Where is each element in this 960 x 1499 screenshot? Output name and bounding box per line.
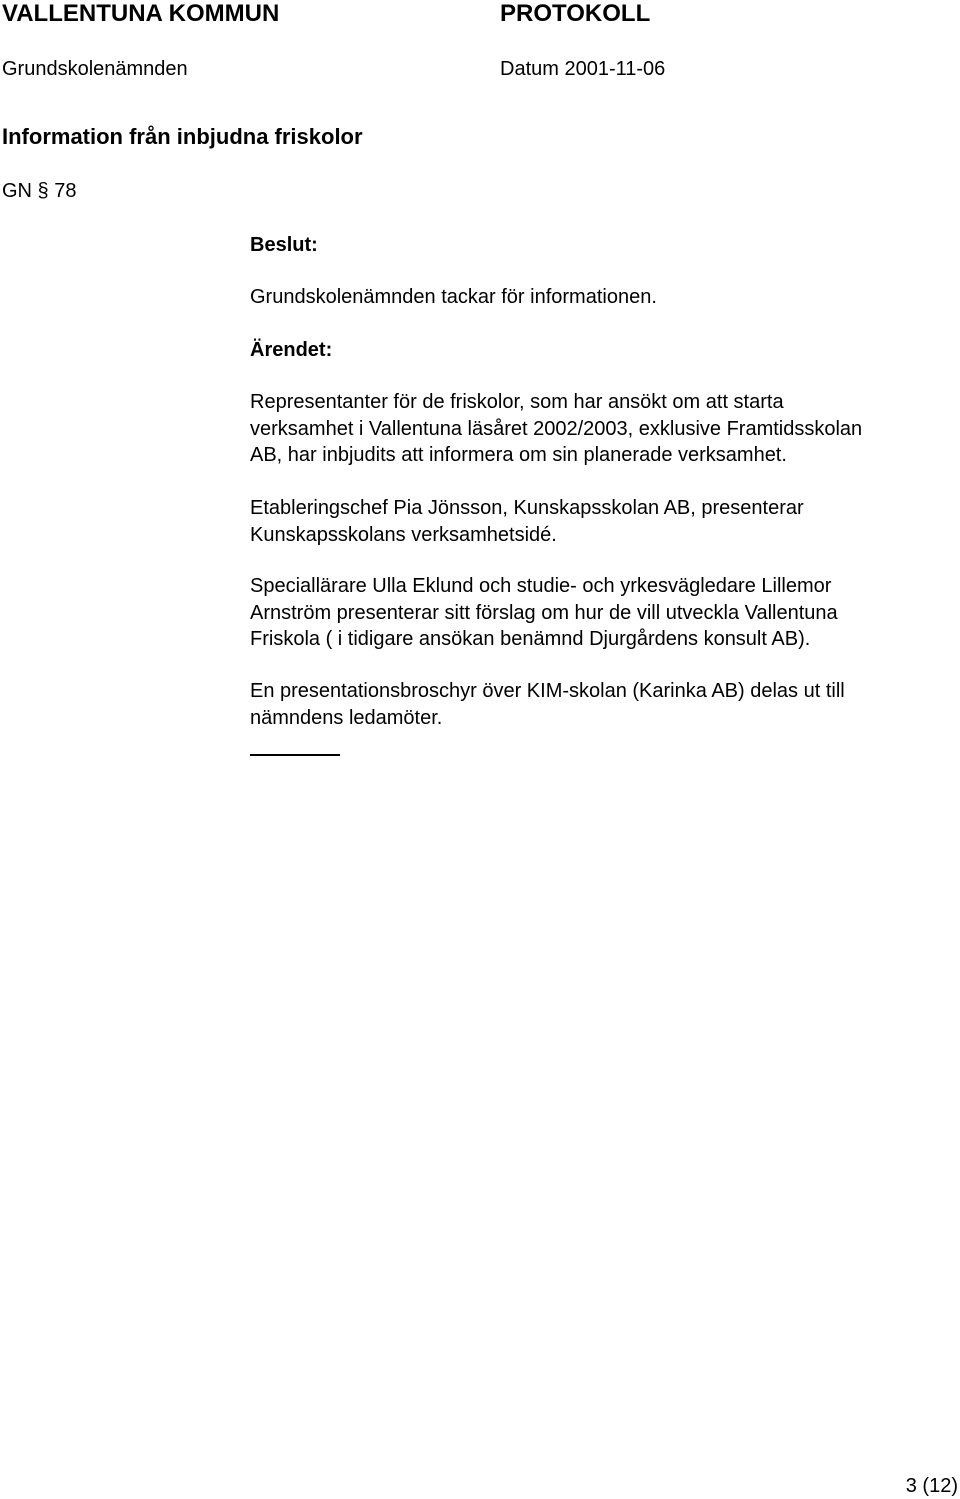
paragraph-line: Etableringschef Pia Jönsson, Kunskapsskolan AB, presenterar xyxy=(250,497,804,519)
organization-name: VALLENTUNA KOMMUN xyxy=(2,0,280,27)
matter-paragraph-2 xyxy=(250,495,950,548)
page-number: 3 (12) xyxy=(905,1475,958,1497)
paragraph-line: AB, har inbjudits att informera om sin planerade verksamhet. xyxy=(250,444,787,466)
decision-heading: Beslut: xyxy=(250,234,318,256)
paragraph-line: En presentationsbroschyr över KIM-skolan (Karinka AB) delas ut till xyxy=(250,680,845,702)
paragraph-line: Speciallärare Ulla Eklund och studie- och yrkesvägledare Lillemor xyxy=(250,575,832,597)
page-title: Information från inbjudna friskolor xyxy=(2,124,363,149)
committee-name: Grundskolenämnden xyxy=(2,58,188,80)
section-end-rule xyxy=(250,754,340,756)
paragraph-line: nämndens ledamöter. xyxy=(250,706,443,729)
matter-paragraph-3 xyxy=(250,573,950,653)
paragraph-line: Representanter för de friskolor, som har ansökt om att starta xyxy=(250,391,784,413)
paragraph-line: Friskola ( i tidigare ansökan benämnd Djurgårdens konsult AB). xyxy=(250,628,811,650)
decision-text: Grundskolenämnden tackar för informationen. xyxy=(250,286,657,308)
paragraph-line: Arnström presenterar sitt förslag om hur de vill utveckla Vallentuna xyxy=(250,601,838,624)
paragraph-line: Kunskapsskolans verksamhetsidé. xyxy=(250,523,557,546)
section-reference: GN § 78 xyxy=(2,180,77,202)
document-type: PROTOKOLL xyxy=(500,0,651,27)
matter-heading: Ärendet: xyxy=(250,339,333,361)
document-date: Datum 2001-11-06 xyxy=(500,58,666,80)
matter-paragraph-4 xyxy=(250,678,950,731)
paragraph-line: verksamhet i Vallentuna läsåret 2002/2003, exklusive Framtidsskolan xyxy=(250,417,863,440)
matter-paragraph-1 xyxy=(250,389,950,469)
